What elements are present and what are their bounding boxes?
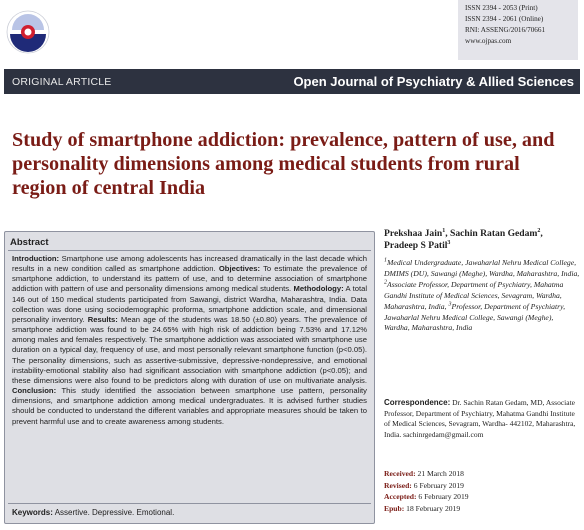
conclusion-label: Conclusion: [12,386,57,396]
date-value: 21 March 2018 [415,469,464,478]
introduction-label: Introduction: [12,254,60,263]
abstract-text [12,254,367,427]
journal-name: Open Journal of Psychiatry & Allied Sciences [293,74,574,89]
issn-info-box [458,0,578,60]
issn-online: ISSN 2394 - 2061 (Online) [465,15,544,23]
correspondence-text: Dr. Sachin Ratan Gedam, MD, Associate Professor, Department of Psychiatry, Mahatma Gandhi Institute of Medical Sciences, Sevagram, Wardha- 442102, Maharashtra, India. sachinrgedam@gmail.com [384,398,576,439]
author-superscript: 1 [442,227,446,234]
article-type-label: ORIGINAL ARTICLE [12,75,112,88]
keywords-line [12,508,174,517]
article-dates [384,468,580,514]
affiliation-text: Medical Undergraduate, Jawaharlal Nehru Medical College, DMIMS (DU), Sawangi (Meghe), Wardha, Maharashtra, India, [384,258,580,278]
date-value: 6 February 2019 [411,480,464,490]
methodology-text: A total 146 out of 150 medical students participated from Sawangi, district Wardha, Maharashtra, India. Data collection was done using sociodemographic proforma, smartphone addiction scale, and dimensional personality inventory. [12,284,368,324]
article-title: Study of smartphone addiction: prevalence, pattern of use, and personality dimensions among medical students from rural region of central India [12,129,555,199]
results-label: Results: [87,314,118,324]
affiliation-text: Associate Professor, Department of Psychiatry, Mahatma Gandhi Institute of Medical Sciences, Sevagram, Wardha, Maharashtra, India, [384,279,564,311]
rni-number: RNI: ASSENG/2016/70661 [465,26,546,34]
journal-banner [4,69,580,94]
issn-print: ISSN 2394 - 2053 (Print) [465,4,538,12]
author-name: Pradeep S Patil [384,239,448,251]
keywords-divider [8,503,371,504]
date-revised [384,480,580,492]
date-value: 18 February 2019 [404,503,461,513]
abstract-heading: Abstract [10,237,49,248]
date-label: Accepted: [384,492,417,501]
affiliation-text: Professor, Department of Psychiatry, Jawaharlal Nehru Medical College, Sawangi (Meghe), Wardha, Maharashtra, India [384,301,566,333]
date-epub [384,503,580,515]
abstract-body [12,254,367,427]
introduction-text: Smartphone use among adolescents has increased dramatically in the last decade which results in a new condition called as smartphone addiction. [12,254,367,274]
affiliation-superscript: 3 [448,301,452,308]
date-label: Epub: [384,503,405,513]
affiliation-superscript: 2 [384,279,387,286]
correspondence-label: Correspondence: [384,398,451,407]
author-name: Prekshaa Jain [384,228,443,239]
date-accepted [384,491,580,503]
journal-website[interactable]: www.ojpas.com [465,37,512,45]
affiliations [384,258,580,334]
author-name: Sachin Ratan Gedam [450,228,538,239]
date-received [384,468,580,480]
author-list: Prekshaa Jain$^1$, Sachin Ratan Gedam$^2$, Pradeep S Patil$^3$ [384,227,543,251]
date-label: Revised: [384,480,412,490]
date-value: 6 February 2019 [416,492,469,501]
journal-logo-icon [6,10,50,54]
conclusion-text: This study identified the association between smartphone use pattern, personality dimensions, and smartphone addiction among medical undergraduates. It is advised further studies should be conducted to understand the different variables and appropriate measures should be taken to prevent harmful use and to create awareness among students. [12,386,367,426]
objectives-text: To estimate the prevalence of smartphone addiction, to understand its pattern of use, and to determine association of smartphone addiction with pattern of use and personality dimensions among medical students. [12,264,368,294]
affiliation-superscript: 1 [384,257,387,264]
objectives-label: Objectives: [218,264,261,274]
abstract-divider [8,250,371,251]
correspondence [384,398,580,440]
keywords-label: Keywords: [12,508,53,517]
author-superscript: 2 [537,227,541,234]
methodology-label: Methodology: [293,284,344,294]
keywords-text: Assertive. Depressive. Emotional. [52,508,175,517]
results-text: Mean age of the students was 18.50 (±0.80) years. The prevalence of smartphone addiction was found to be 24.65% with high risk of addiction being 7.53% and 17.12% among males and females respectively. The smartphone addiction was associated with smartphone use duration on a typical day, frequency of use, and most personally relevant smartphone function (p<0.05). The personality dimensions, such as assertive-submissive, depressive-nondepressive, and emotional instability-emotional stability also had significant association with smartphone addiction (p<0.05); and these dimensions were also found to be predictors along with duration of use on multivariate analysis. [12,314,367,385]
author-superscript: 3 [447,239,451,246]
date-label: Received: [384,469,416,478]
